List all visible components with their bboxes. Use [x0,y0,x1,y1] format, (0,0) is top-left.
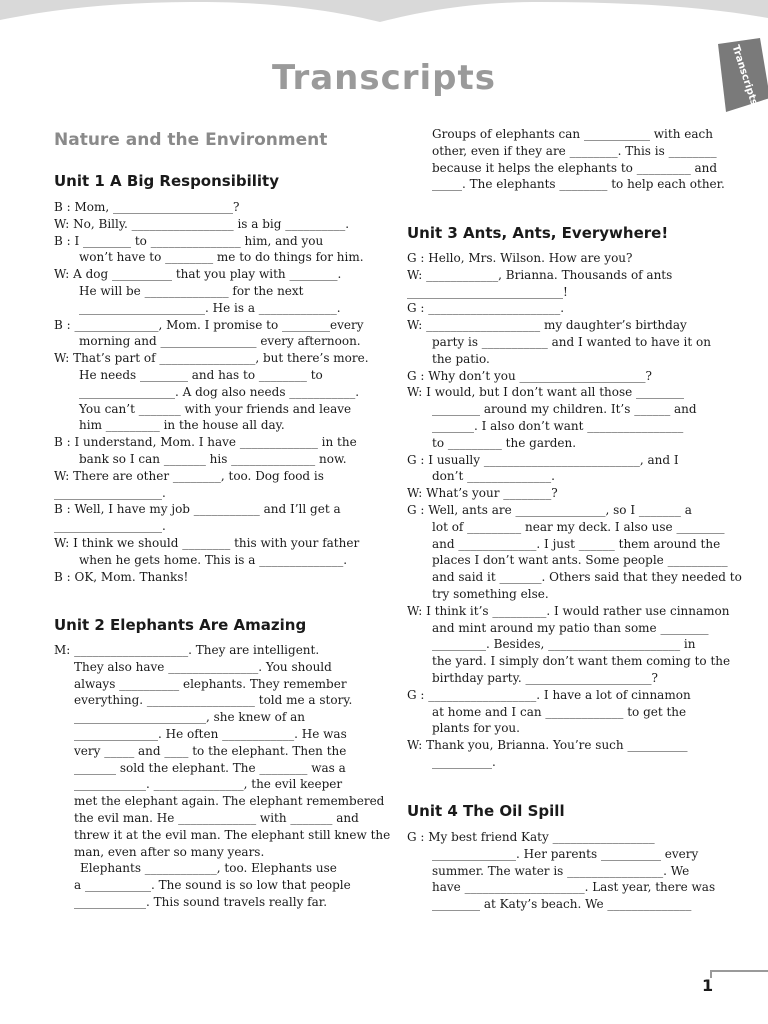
transcript-line: B : I ________ to _______________ him, and you [54,233,324,248]
unit-3-transcript [407,250,742,771]
transcript-line: B : ______________, Mom. I promise to ________every [54,317,364,332]
transcript-line: G : Hello, Mrs. Wilson. How are you? [407,251,633,265]
transcript-line: __________________. [54,519,166,534]
transcript-line: __________________. [54,485,166,500]
unit-2-transcript-continued [432,126,732,193]
transcript-line: G : ______________________. [407,301,565,316]
transcript-line: summer. The water is ________________. We [432,863,690,878]
transcript-line: W: ____________, Brianna. Thousands of ants [407,267,673,282]
transcript-line: ______________. Her parents __________ every [432,846,699,861]
transcript-line: and _____________. I just ______ them around the [432,536,721,551]
transcript-line: plants for you. [432,721,520,736]
transcript-line: W: Thank you, Brianna. You’re such __________ [407,738,688,753]
transcript-line: You can’t _______ with your friends and leave [79,401,352,416]
transcript-line: He will be ______________ for the next [79,283,304,298]
unit-1-transcript [54,199,384,585]
transcript-line: W: I think we should ________ this with your father [54,535,360,550]
section-heading: Nature and the Environment [54,130,328,150]
unit-3-title: Unit 3 Ants, Ants, Everywhere! [407,224,669,242]
transcript-line: W: I think it’s _________. I would rather use cinnamon [407,603,730,618]
transcript-line: ________________. A dog also needs ___________. [79,384,360,399]
transcript-line: the evil man. He _____________ with _______ and [74,810,359,825]
transcript-line: the yard. I simply don’t want them coming to the [432,654,731,669]
transcript-line: to _________ the garden. [432,435,577,450]
page-number-rule [710,970,768,972]
unit-2-title: Unit 2 Elephants Are Amazing [54,616,307,634]
transcript-line: man, even after so many years. [74,844,265,859]
transcript-line: lot of _________ near my deck. I also use ________ [432,519,725,534]
transcript-line: B : Well, I have my job ___________ and I’ll get a [54,502,341,517]
transcript-line: birthday party. _____________________? [432,670,658,685]
page-title: Transcripts [271,58,496,98]
transcript-line: _______. I also don’t want ________________ [432,418,684,433]
transcript-line: don’t ______________. [432,469,555,484]
transcript-line: try something else. [432,586,549,601]
transcript-line: __________________________! [407,284,568,299]
transcript-line: at home and I can _____________ to get the [432,704,687,719]
transcript-line: threw it at the evil man. The elephant still knew the [74,827,391,842]
transcript-line: G : My best friend Katy _________________ [407,830,655,844]
transcript-line: ________ at Katy’s beach. We ______________ [432,897,692,912]
transcript-line: G : __________________. I have a lot of cinnamon [407,687,691,702]
transcript-line: party is ___________ and I wanted to have it on [432,334,711,349]
transcript-line: W: What’s your ________? [407,486,558,501]
transcript-line: ______________. He often ____________. He was [74,726,347,741]
transcript-line: B : Mom, ____________________? [54,200,240,214]
header-band-decoration [0,0,768,60]
transcript-line: a ___________. The sound is so low that people [74,878,351,893]
side-tab-label: Transcripts [729,43,760,107]
transcript-line: places I don’t want ants. Some people __________ [432,553,728,568]
transcript-line: G : Well, ants are _______________, so I _______ a [407,502,692,517]
transcript-line: and said it _______. Others said that they needed to [432,570,742,585]
transcript-line: the patio. [432,351,490,366]
transcript-line: ______________________, she knew of an [74,710,305,725]
transcript-line: won’t have to ________ me to do things for him. [79,250,364,265]
transcript-line: him _________ in the house all day. [79,418,285,433]
transcript-line: Groups of elephants can ___________ with each [432,127,713,141]
page-number: 1 [702,976,714,995]
transcript-line: ________ around my children. It’s ______ and [432,402,697,417]
transcript-line: He needs ________ and has to ________ to [79,367,323,382]
transcript-line: ____________. _______________, the evil keeper [74,777,343,792]
unit-1-title: Unit 1 A Big Responsibility [54,172,279,190]
transcript-line: always __________ elephants. They remember [74,676,347,691]
transcript-line: B : OK, Mom. Thanks! [54,569,189,584]
transcript-line: __________. [432,754,496,769]
transcript-line: _______ sold the elephant. The ________ was a [74,760,346,775]
unit-2-transcript [54,642,391,911]
transcript-line: G : I usually __________________________, and I [407,452,679,467]
transcript-line: M: ___________________. They are intelligent. [54,643,320,657]
unit-4-transcript [407,829,732,913]
transcript-line: B : I understand, Mom. I have _____________ in the [54,435,357,450]
transcript-line: ____________. This sound travels really far. [74,894,328,909]
transcript-line: They also have _______________. You should [74,659,332,674]
transcript-line: W: No, Billy. _________________ is a big __________. [54,216,350,231]
transcript-line: other, even if they are ________. This is ________ [432,143,717,158]
side-tab [712,38,768,118]
transcript-line: bank so I can _______ his ______________ now. [79,451,347,466]
transcript-line: _________. Besides, ______________________ in [432,637,696,652]
transcript-line: very _____ and ____ to the elephant. Then the [74,743,347,758]
transcript-line: because it helps the elephants to _________ and [432,160,718,175]
transcript-line: W: That’s part of ________________, but there’s more. [54,351,369,366]
transcript-line: met the elephant again. The elephant remembered [74,794,385,809]
transcript-line: W: There are other ________, too. Dog food is [54,468,324,483]
transcript-line: morning and ________________ every afternoon. [79,334,361,349]
transcript-line: and mint around my patio than some ________ [432,620,709,635]
transcript-line: when he gets home. This is a ______________. [79,552,348,567]
transcript-line: W: A dog __________ that you play with ________. [54,267,342,282]
transcript-line: _____. The elephants ________ to help each other. [432,177,725,192]
transcript-line: Elephants ____________, too. Elephants use [80,861,337,876]
transcript-line: _____________________. He is a _____________. [79,300,341,315]
unit-4-title: Unit 4 The Oil Spill [407,802,565,820]
transcript-line: W: ___________________ my daughter’s birthday [407,318,687,333]
transcript-line: W: I would, but I don’t want all those ________ [407,385,685,400]
transcript-line: G : Why don’t you _____________________? [407,368,652,383]
transcript-line: have ____________________. Last year, there was [432,880,716,895]
transcript-line: everything. __________________ told me a story. [74,693,353,708]
